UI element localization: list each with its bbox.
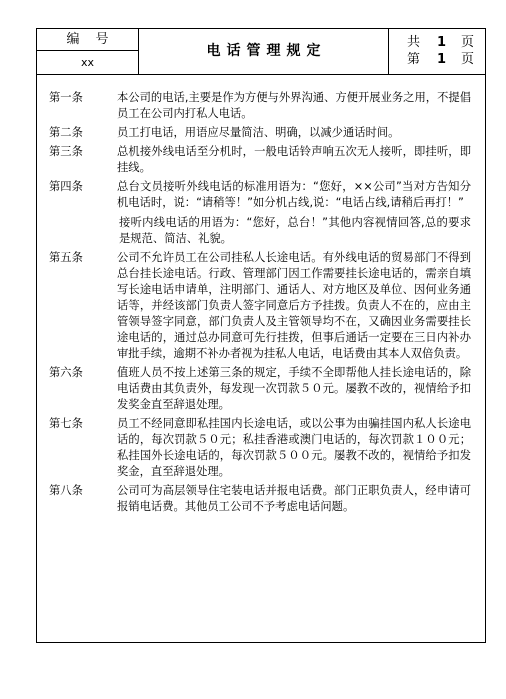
article-paragraph: 本公司的电话,主要是作为方便与外界沟通、方便开展业务之用，不提倡员工在公司内打私人电话。	[117, 91, 471, 120]
article-5	[37, 250, 485, 362]
article-paragraph: 公司不允许员工在公司挂私人长途电话。有外线电话的贸易部门不得到总台挂长途电话。行政、管理部门因工作需要挂长途电话的，需亲自填写长途电话申请单，注明部门、通话人、对方地区及单位、因何业务通话等，并经该部门负责人签字同意后方予挂拨。负责人不在的，应由主管领导签字同意，部门负责人及主管领导均不在，又确因业务需要挂长途电话的，通过总办同意可先行挂拨，但事后通话一定要在三日内补办审批手续，逾期不补办者视为挂私人电话，电话费由其本人双倍负责。	[117, 251, 471, 360]
article-text	[117, 179, 471, 247]
number-value: xx	[80, 56, 95, 69]
article-label: 第七条	[49, 417, 83, 430]
article-3	[37, 144, 485, 176]
article-label: 第三条	[49, 145, 83, 158]
article-7	[37, 416, 485, 480]
article-paragraph: 员工不经同意即私挂国内长途电话，或以公事为由骗挂国内私人长途电话的，每次罚款５０元；私挂香港或澳门电话的，每次罚款１００元；私挂国外长途电话的，每次罚款５００元。屡教不改的，视情给予扣发奖金，直至辞退处理。	[117, 417, 471, 478]
total-suffix: 页	[461, 35, 475, 50]
number-label: 编号	[37, 29, 138, 51]
article-label: 第八条	[49, 484, 83, 497]
page-info	[388, 29, 486, 74]
article-text	[117, 125, 471, 141]
article-paragraph: 公司可为高层领导住宅装电话并报电话费。部门正职负责人，经申请可报销电话费。其他员工公司不予考虑电话问题。	[117, 484, 471, 513]
current-page	[389, 51, 486, 69]
article-text	[117, 250, 471, 362]
current-value: 1	[437, 52, 447, 67]
article-label: 第一条	[49, 91, 83, 104]
article-label: 第四条	[49, 180, 83, 193]
article-label: 第五条	[49, 251, 83, 264]
article-8	[37, 483, 485, 515]
current-prefix: 第	[407, 52, 421, 67]
article-text	[117, 365, 471, 413]
article-paragraph: 接听内线电话的用语为：“您好，总台！”其他内容视情回答,总的要求是规范、简洁、礼貌。	[119, 216, 471, 245]
article-paragraph: 总台文员接听外线电话的标准用语为：“您好，××公司”当对方告知分机电话时，说：“请稍等！”如分机占线,说：“电话占线,请稍后再打！”	[117, 180, 471, 209]
document-title: 电话管理规定	[206, 43, 327, 59]
article-label: 第六条	[49, 366, 83, 379]
document-frame	[36, 28, 486, 643]
article-paragraph: 值班人员不按上述第三条的规定，手续不全即帮他人挂长途电话的，除电话费由其负责外，每发现一次罚款５０元。屡教不改的，视情给予扣发奖金直至辞退处理。	[117, 366, 471, 411]
total-pages	[389, 34, 486, 52]
article-paragraph: 员工打电话，用语应尽量简洁、明确，以减少通话时间。	[117, 126, 400, 139]
article-text	[117, 483, 471, 515]
article-1	[37, 90, 485, 122]
article-paragraph: 总机接外线电话至分机时，一般电话铃声响五次无人接听，即挂听，即挂线。	[117, 145, 471, 174]
article-text	[117, 416, 471, 480]
article-4	[37, 179, 485, 247]
article-text	[117, 144, 471, 176]
total-value: 1	[437, 35, 447, 50]
total-prefix: 共	[407, 35, 421, 50]
number-box	[37, 29, 139, 74]
article-6	[37, 365, 485, 413]
article-text	[117, 90, 471, 122]
document-header	[37, 29, 485, 75]
article-label: 第二条	[49, 126, 83, 139]
current-suffix: 页	[461, 52, 475, 67]
document-body	[37, 90, 485, 518]
article-2	[37, 125, 485, 141]
